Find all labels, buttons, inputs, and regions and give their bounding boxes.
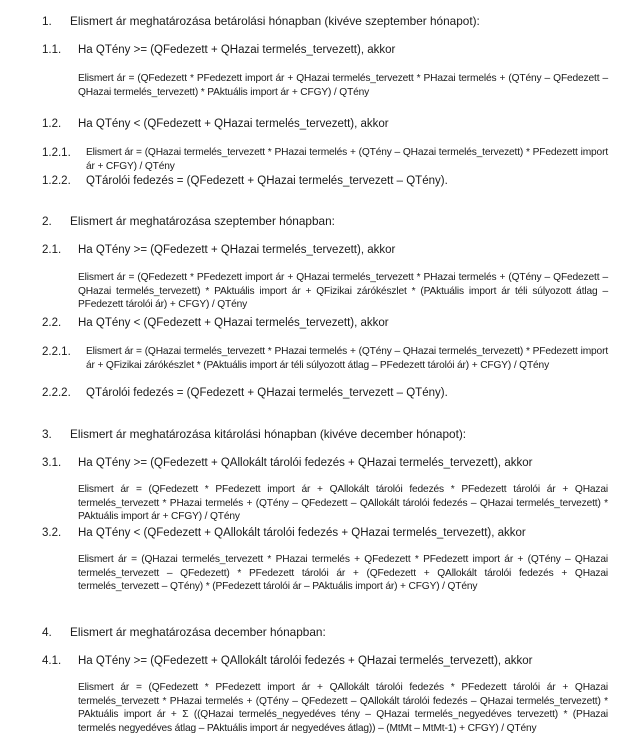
- section-2-title: Elismert ár meghatározása szeptember hónapban:: [70, 214, 335, 228]
- formula-text: Elismert ár = (QFedezett * PFedezett import ár + QAllokált tárolói fedezés * PFedezett tárolói ár + QHazai termelés_tervezett * PHazai termelés + (QTény – QFedezett – QAllokált tárolói fedezés – QHazai termelés_tervezett) * PAktuális import ár + Σ ((QHazai termelés_negyedéves tény – QHazai termelés_negyedéves tervezett) * (PHazai termelés negyedéves átlag – PAktuális import ár negyedéves átlag)) – (MtMt – MtMt-1) + CFGY) / QTény: [78, 682, 608, 734]
- item-number: 2.2.2.: [42, 387, 71, 399]
- formula-text: QTárolói fedezés = (QFedezett + QHazai termelés_tervezett – QTény).: [86, 175, 448, 187]
- item-number: 3.1.: [42, 457, 62, 469]
- item-number: 1.2.: [42, 118, 62, 130]
- section-1-number: 1.: [42, 14, 52, 28]
- formula-text: Elismert ár = (QHazai termelés_tervezett * PHazai termelés + (QTény – QHazai termelés_tervezett) * PFedezett import ár + QFizikai zárókészlet * (PAktuális import ár téli súlyozott átlag – PFedezett tárolói ár) + CFGY) / QTény: [86, 346, 608, 371]
- section-4-title: Elismert ár meghatározása december hónapban:: [70, 625, 326, 639]
- section-3-title: Elismert ár meghatározása kitárolási hónapban (kivéve december hónapot):: [70, 427, 467, 441]
- condition-text: Ha QTény >= (QFedezett + QHazai termelés_tervezett), akkor: [78, 44, 396, 56]
- item-number: 1.1.: [42, 44, 62, 56]
- item-number: 1.2.2.: [42, 175, 71, 187]
- condition-text: Ha QTény < (QFedezett + QHazai termelés_tervezett), akkor: [78, 118, 389, 130]
- formula-text: QTárolói fedezés = (QFedezett + QHazai termelés_tervezett – QTény).: [86, 387, 448, 399]
- condition-text: Ha QTény >= (QFedezett + QAllokált tárolói fedezés + QHazai termelés_tervezett), akkor: [78, 457, 533, 469]
- item-number: 3.2.: [42, 527, 62, 539]
- section-1-title: Elismert ár meghatározása betárolási hónapban (kivéve szeptember hónapot):: [70, 14, 480, 28]
- formula-text: Elismert ár = (QFedezett * PFedezett import ár + QHazai termelés_tervezett * PHazai termelés + (QTény – QFedezett – QHazai termelés_tervezett) * PAktuális import ár + QFizikai zárókészlet * (PAktuális import ár téli súlyozott átlag – PFedezett tárolói ár) + CFGY) / QTény: [78, 272, 608, 311]
- item-number: 2.2.1.: [42, 346, 71, 358]
- item-number: 1.2.1.: [42, 147, 71, 159]
- condition-text: Ha QTény >= (QFedezett + QAllokált tárolói fedezés + QHazai termelés_tervezett), akkor: [78, 655, 533, 667]
- formula-text: Elismert ár = (QFedezett * PFedezett import ár + QAllokált tárolói fedezés * PFedezett tárolói ár + QHazai termelés_tervezett * PHazai termelés + (QTény – QFedezett – QAllokált tárolói fedezés – QHazai termelés_tervezett) * PAktuális import ár + CFGY) / QTény: [78, 484, 608, 523]
- item-number: 2.1.: [42, 244, 62, 256]
- condition-text: Ha QTény >= (QFedezett + QHazai termelés_tervezett), akkor: [78, 244, 396, 256]
- formula-text: Elismert ár = (QHazai termelés_tervezett * PHazai termelés + (QTény – QHazai termelés_tervezett) * PFedezett import ár + CFGY) / QTény: [86, 147, 608, 172]
- condition-text: Ha QTény < (QFedezett + QAllokált tárolói fedezés + QHazai termelés_tervezett), akkor: [78, 527, 526, 539]
- section-3-number: 3.: [42, 427, 52, 441]
- formula-text: Elismert ár = (QHazai termelés_tervezett * PHazai termelés + QFedezett * PFedezett import ár + (QTény – QHazai termelés_tervezett – QFedezett) * PFedezett tárolói ár + (QFedezett + QAllokált tárolói fedezés + QHazai termelés_tervezett – QTény) * (PFedezett tárolói ár – PAktuális import ár) + CFGY) / QTény: [78, 554, 608, 593]
- formula-text: Elismert ár = (QFedezett * PFedezett import ár + QHazai termelés_tervezett * PHazai termelés + (QTény – QFedezett – QHazai termelés_tervezett) * PAktuális import ár + CFGY) / QTény: [78, 73, 608, 98]
- item-number: 4.1.: [42, 655, 62, 667]
- section-4-number: 4.: [42, 625, 52, 639]
- item-number: 2.2.: [42, 317, 62, 329]
- condition-text: Ha QTény < (QFedezett + QHazai termelés_tervezett), akkor: [78, 317, 389, 329]
- section-2-number: 2.: [42, 214, 52, 228]
